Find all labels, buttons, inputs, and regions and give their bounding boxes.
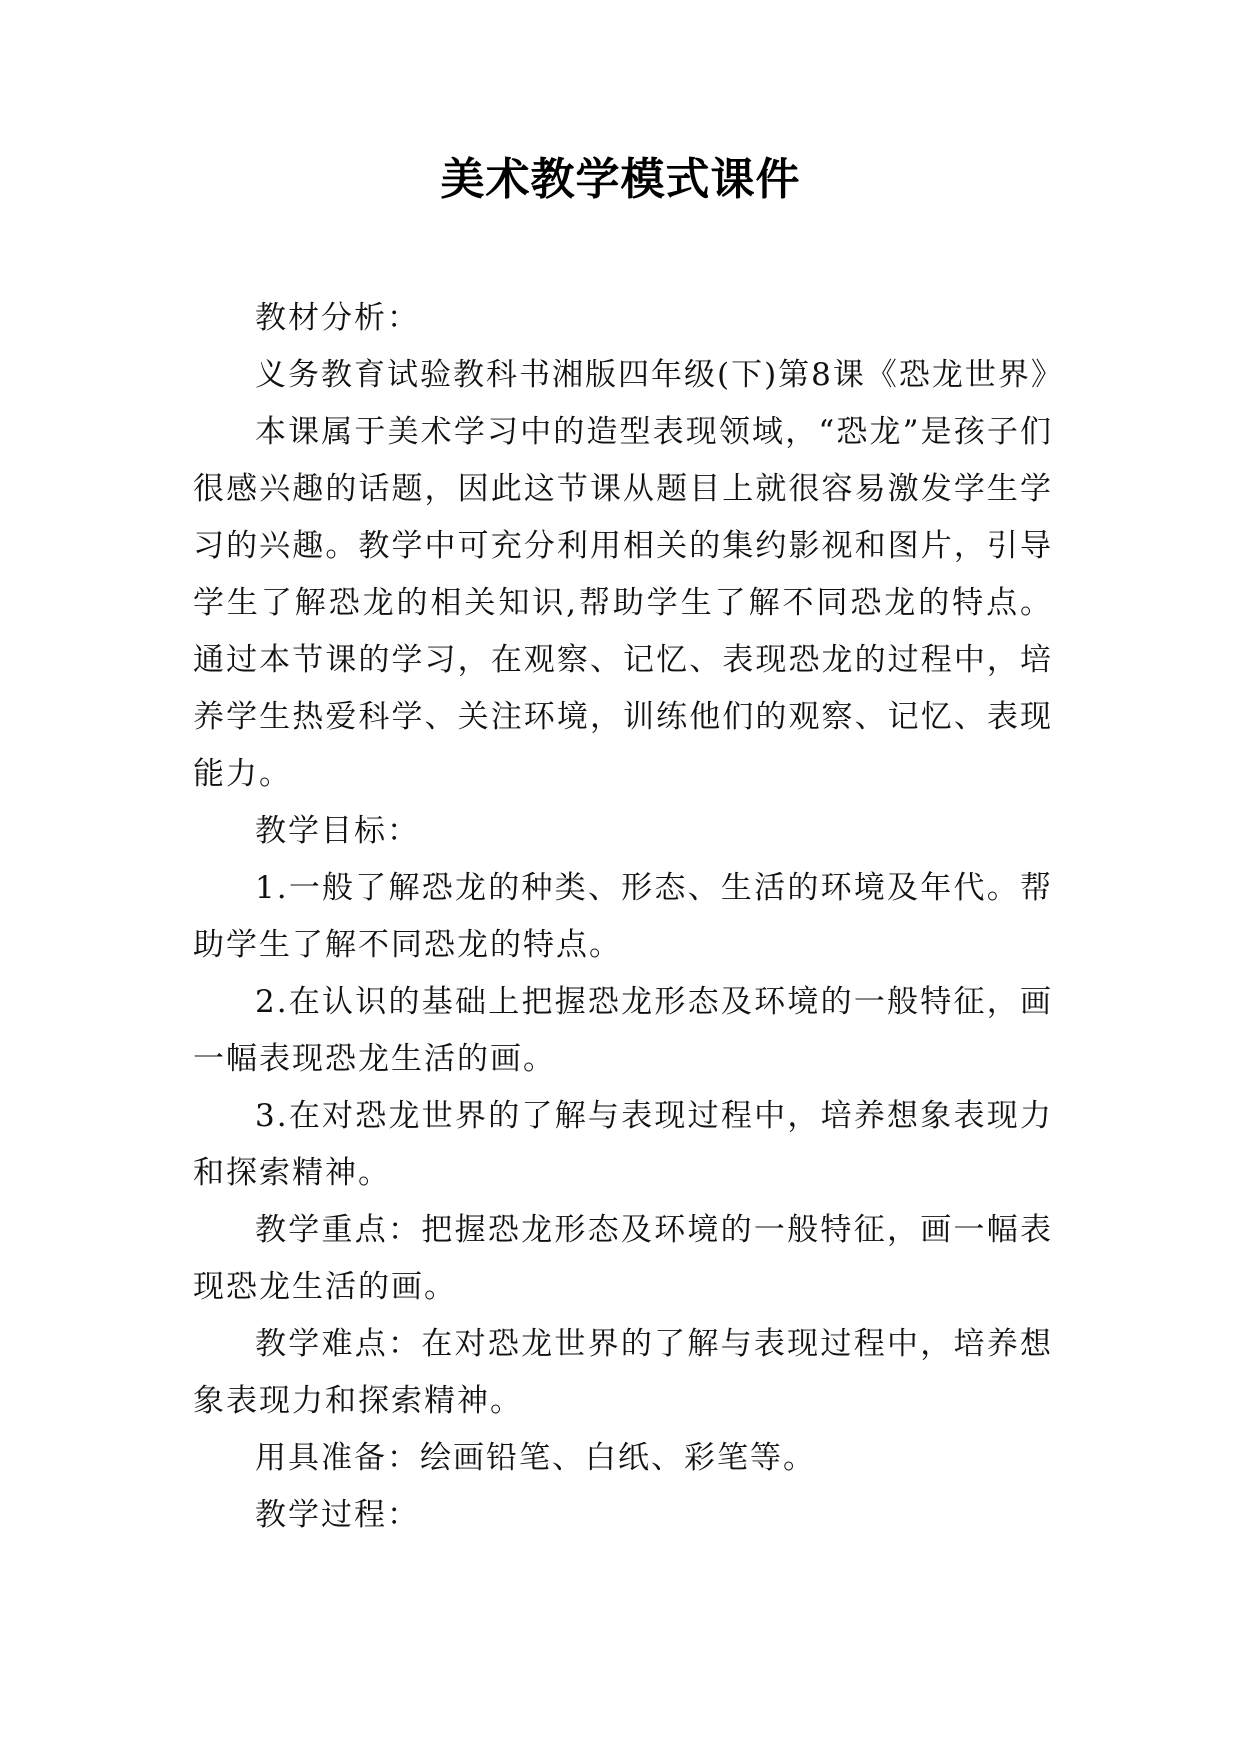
- paragraph-goal-1: 1.一般了解恐龙的种类、形态、生活的环境及年代。帮助学生了解不同恐龙的特点。: [193, 870, 1053, 963]
- paragraph-teaching-goals-heading: 教学目标：: [255, 813, 420, 849]
- paragraph-textbook-analysis-heading: 教材分析：: [255, 300, 420, 336]
- document-body: [193, 290, 1064, 1544]
- paragraph-goal-2: 2.在认识的基础上把握恐龙形态及环境的一般特征，画一幅表现恐龙生活的画。: [193, 984, 1053, 1077]
- paragraph-teaching-process-heading: 教学过程：: [255, 1497, 420, 1533]
- paragraph-goal-3: 3.在对恐龙世界的了解与表现过程中，培养想象表现力和探索精神。: [193, 1098, 1053, 1191]
- paragraph-teaching-focus: 教学重点：把握恐龙形态及环境的一般特征，画一幅表现恐龙生活的画。: [193, 1212, 1053, 1305]
- paragraph-teaching-difficulty: 教学难点：在对恐龙世界的了解与表现过程中，培养想象表现力和探索精神。: [193, 1326, 1053, 1419]
- paragraph-materials: 用具准备：绘画铅笔、白纸、彩笔等。: [255, 1440, 816, 1476]
- paragraph-lesson-description: 本课属于美术学习中的造型表现领域，“恐龙”是孩子们很感兴趣的话题，因此这节课从题目上就很容易激发学生学习的兴趣。教学中可充分利用相关的集约影视和图片，引导学生了解恐龙的相关知识,帮助学生了解不同恐龙的特点。通过本节课的学习，在观察、记忆、表现恐龙的过程中，培养学生热爱科学、关注环境，训练他们的观察、记忆、表现能力。: [193, 414, 1053, 792]
- paragraph-textbook-source: 义务教育试验教科书湘版四年级(下)第8课《恐龙世界》: [255, 357, 1064, 393]
- document-title: 美术教学模式课件: [440, 154, 801, 205]
